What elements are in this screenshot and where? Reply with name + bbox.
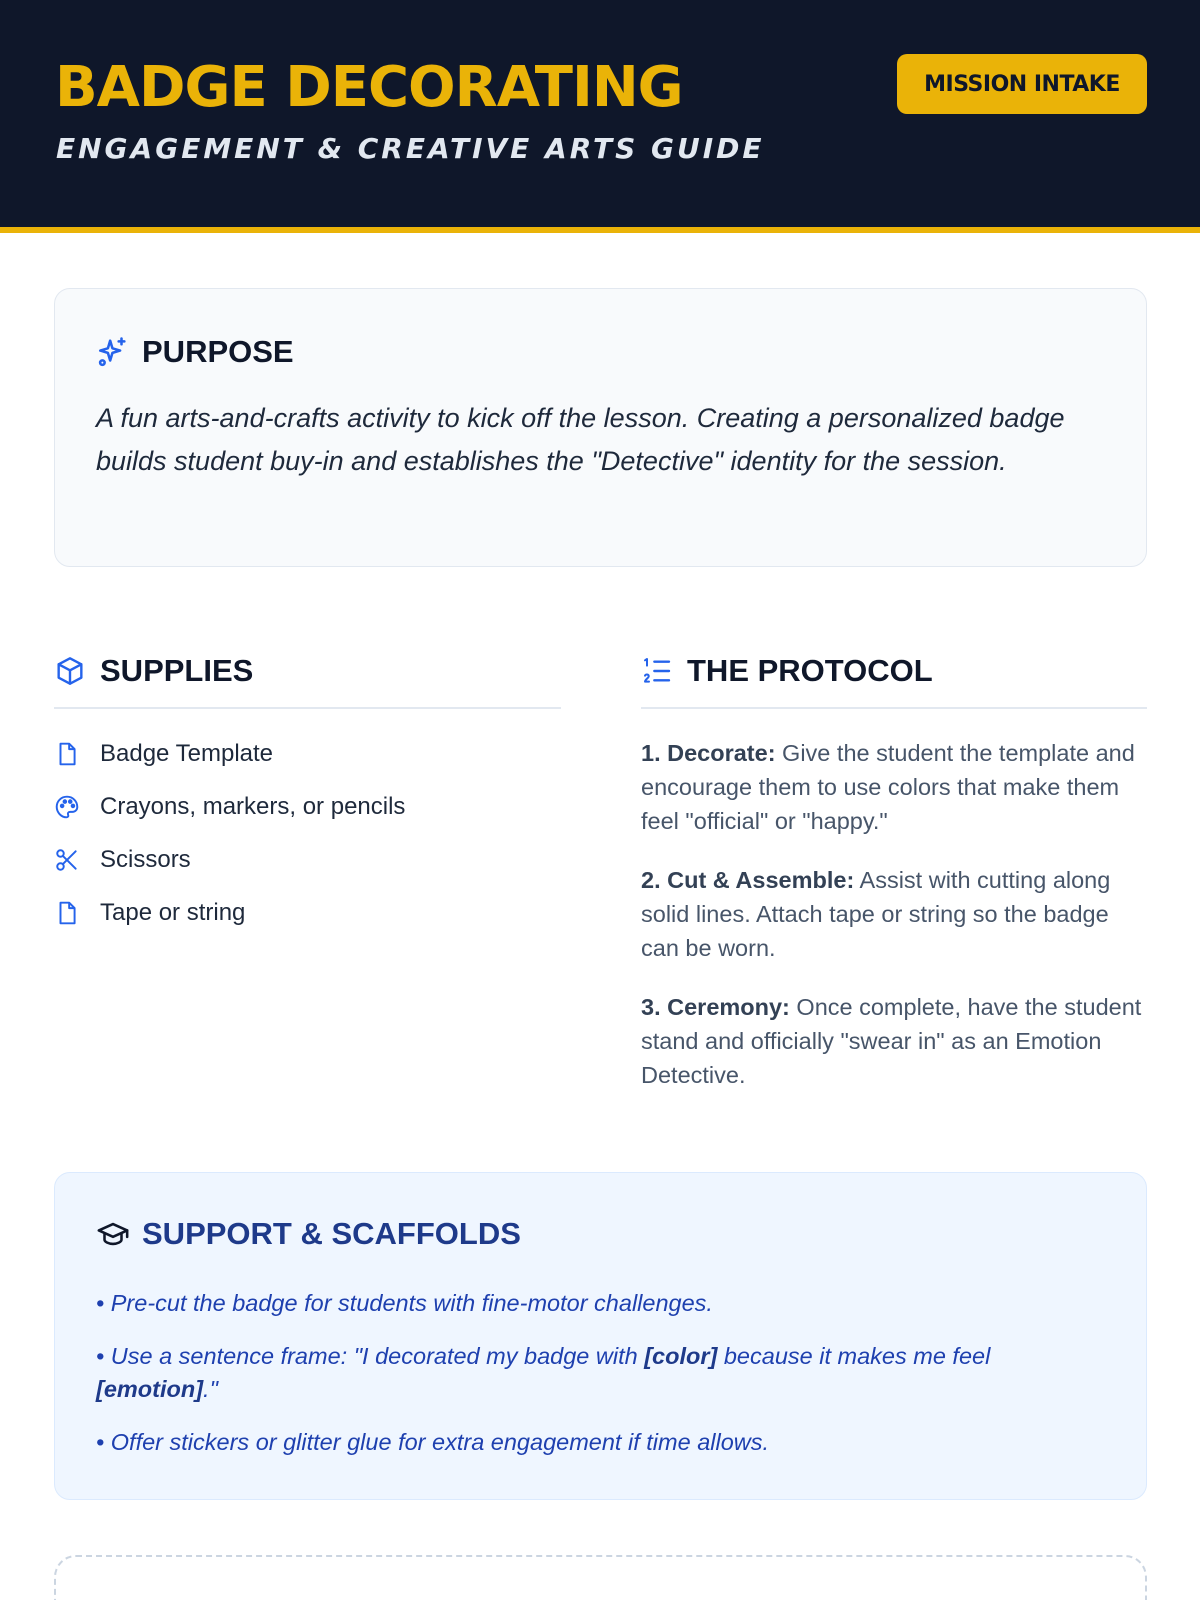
supply-item bbox=[54, 842, 191, 878]
purpose-heading-row bbox=[96, 334, 294, 370]
support-bullet: • Pre-cut the badge for students with fine-motor challenges. bbox=[96, 1290, 713, 1316]
purpose-text: A fun arts-and-crafts activity to kick off the lesson. Creating a personalized badge builds student buy-in and establishes the "Detective" identity for the session. bbox=[96, 403, 1065, 476]
support-bullet bbox=[96, 1340, 1116, 1406]
supply-label: Scissors bbox=[100, 846, 191, 873]
support-bullet: • Offer stickers or glitter glue for extra engagement if time allows. bbox=[96, 1429, 770, 1455]
step-title: 2. Cut & Assemble: bbox=[641, 867, 855, 893]
bullet-text: because it makes me feel bbox=[717, 1343, 991, 1369]
protocol-heading-row bbox=[641, 653, 933, 689]
bullet-text: ." bbox=[203, 1376, 218, 1402]
bullet-emphasis: [color] bbox=[644, 1343, 718, 1369]
protocol-step bbox=[641, 736, 1151, 838]
mission-intake-button[interactable]: MISSION INTAKE bbox=[897, 54, 1147, 114]
protocol-step bbox=[641, 990, 1151, 1092]
graduation-cap-icon bbox=[96, 1217, 130, 1251]
box-icon bbox=[54, 655, 86, 687]
support-heading: SUPPORT & SCAFFOLDS bbox=[142, 1216, 521, 1251]
scissors-icon bbox=[54, 847, 80, 873]
page-subtitle: ENGAGEMENT & CREATIVE ARTS GUIDE bbox=[56, 132, 765, 165]
supplies-heading-row bbox=[54, 653, 253, 689]
support-heading-row bbox=[96, 1216, 521, 1252]
supply-item bbox=[54, 736, 273, 772]
step-text: Once complete, have the student stand and officially "swear in" as an Emotion Detective. bbox=[641, 994, 1142, 1088]
sparkles-icon bbox=[96, 335, 130, 369]
protocol-step bbox=[641, 863, 1151, 965]
supply-item bbox=[54, 789, 405, 825]
protocol-divider bbox=[641, 707, 1147, 709]
protocol-heading: THE PROTOCOL bbox=[687, 653, 933, 688]
palette-icon bbox=[54, 794, 80, 820]
supply-label: Crayons, markers, or pencils bbox=[100, 793, 406, 820]
file-icon bbox=[54, 741, 80, 767]
page-title: BADGE DECORATING bbox=[55, 55, 683, 120]
step-title: 3. Ceremony: bbox=[641, 994, 790, 1020]
numbered-list-icon bbox=[641, 655, 673, 687]
dashed-placeholder-box bbox=[54, 1555, 1147, 1600]
step-text: Give the student the template and encourage them to use colors that make them feel "official" or "happy." bbox=[641, 740, 1135, 834]
file-icon bbox=[54, 900, 80, 926]
supplies-heading: SUPPLIES bbox=[100, 653, 254, 688]
step-text: Assist with cutting along solid lines. Attach tape or string so the badge can be worn. bbox=[641, 867, 1111, 961]
supply-item bbox=[54, 895, 245, 931]
supplies-divider bbox=[54, 707, 561, 709]
supply-label: Badge Template bbox=[100, 740, 274, 767]
step-title: 1. Decorate: bbox=[641, 740, 776, 766]
bullet-text: • Use a sentence frame: "I decorated my badge with bbox=[96, 1343, 645, 1369]
purpose-heading: PURPOSE bbox=[142, 334, 294, 369]
supply-label: Tape or string bbox=[100, 899, 246, 926]
header-banner bbox=[0, 0, 1200, 233]
bullet-emphasis: [emotion] bbox=[96, 1376, 204, 1402]
